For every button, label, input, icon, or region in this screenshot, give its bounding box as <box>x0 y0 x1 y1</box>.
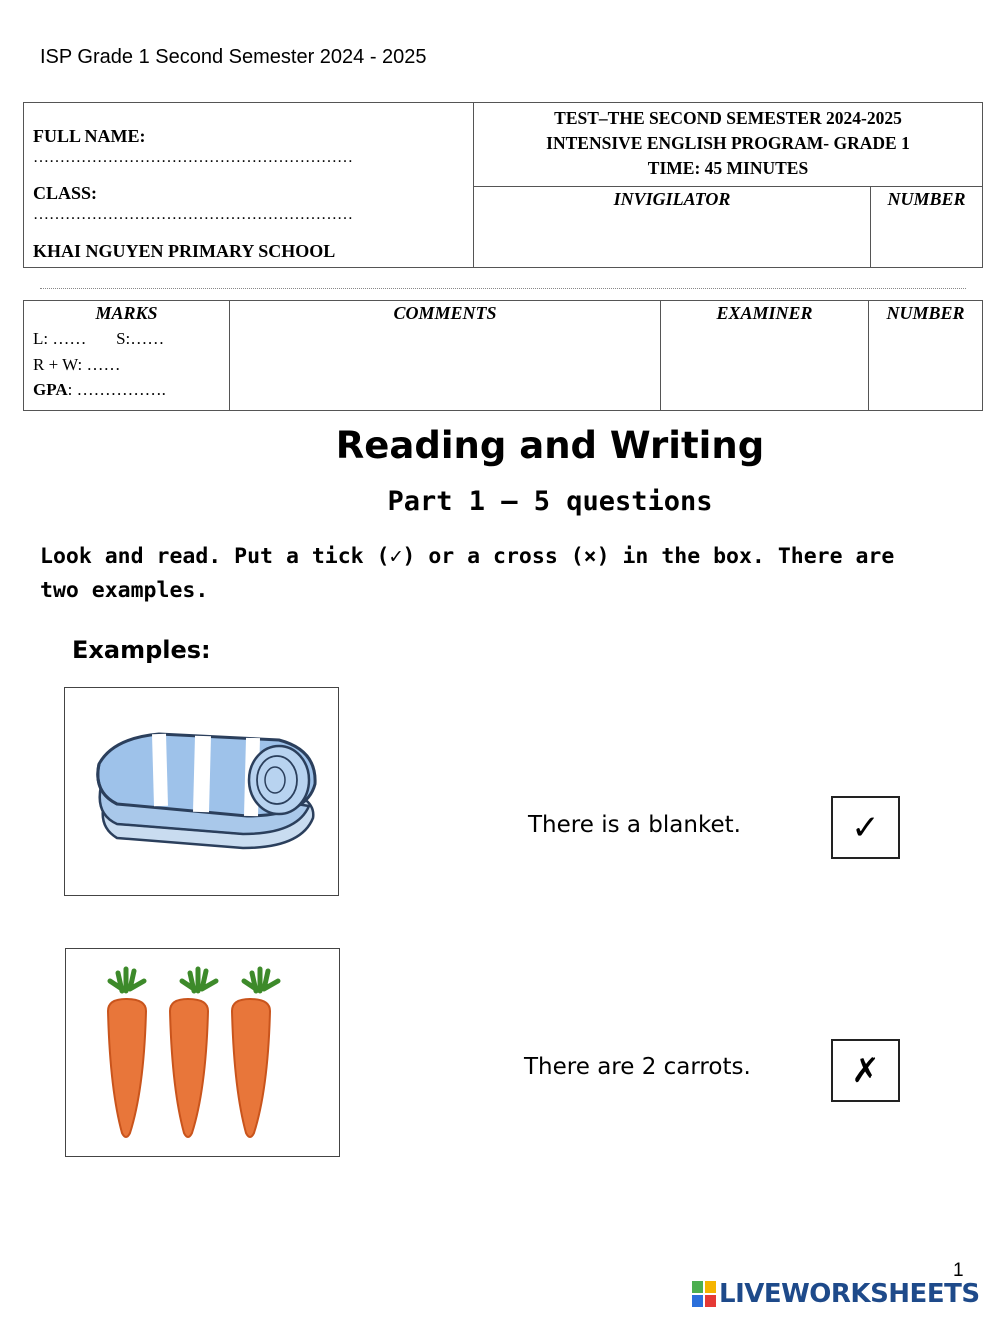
carrot-icon <box>170 969 216 1137</box>
liveworksheets-logo-icon <box>692 1281 716 1307</box>
section-title: Reading and Writing <box>335 424 765 467</box>
class-field[interactable]: …………………………………………………… <box>33 206 353 223</box>
carrot-icon <box>108 969 146 1137</box>
carrots-image <box>65 948 340 1157</box>
running-header: ISP Grade 1 Second Semester 2024 - 2025 <box>40 46 427 68</box>
comments-label: COMMENTS <box>393 303 497 323</box>
number-label: NUMBER <box>887 189 966 209</box>
test-info-right <box>474 103 982 267</box>
gpa-dots: : ……………. <box>67 380 166 399</box>
liveworksheets-brand <box>692 1279 980 1309</box>
invigilator-cell <box>474 187 871 267</box>
cross-mark: ✗ <box>851 1050 880 1091</box>
gpa-label: GPA <box>33 380 68 399</box>
part-title: Part 1 – 5 questions <box>387 486 713 517</box>
marks-number-cell <box>869 301 982 410</box>
test-title-line: INTENSIVE ENGLISH PROGRAM- GRADE 1 <box>546 133 910 153</box>
full-name-label: FULL NAME: <box>33 126 146 146</box>
blanket-icon <box>65 688 339 896</box>
carrot-icon <box>232 969 278 1137</box>
tick-mark: ✓ <box>851 807 880 848</box>
dotted-separator <box>40 288 966 289</box>
answer-box-carrots[interactable] <box>831 1039 900 1102</box>
listening-speaking-line: L: …… S:…… <box>33 329 165 348</box>
examiner-label: EXAMINER <box>716 303 813 323</box>
test-title-line: TIME: 45 MINUTES <box>647 158 809 178</box>
brand-name: LIVEWORKSHEETS <box>719 1279 980 1309</box>
test-title <box>474 105 982 187</box>
examples-label: Examples: <box>72 636 211 664</box>
answer-box-blanket[interactable] <box>831 796 900 859</box>
full-name-field[interactable]: …………………………………………………… <box>33 149 353 166</box>
test-title-line: TEST–THE SECOND SEMESTER 2024-2025 <box>554 108 902 128</box>
reading-writing-line: R + W: …… <box>33 355 121 374</box>
blanket-image <box>64 687 339 896</box>
class-label: CLASS: <box>33 183 98 203</box>
number-cell <box>871 187 982 267</box>
carrots-icon <box>66 949 340 1157</box>
instructions: Look and read. Put a tick (✓) or a cross (×) in the box. There are two examples. <box>40 544 895 603</box>
marks-cell <box>24 301 230 410</box>
marks-label: MARKS <box>95 303 158 323</box>
example-sentence-blanket: There is a blanket. <box>528 812 741 838</box>
student-info-table <box>23 102 983 268</box>
invigilator-label: INVIGILATOR <box>613 189 731 209</box>
example-sentence-carrots: There are 2 carrots. <box>524 1054 751 1080</box>
school-name: KHAI NGUYEN PRIMARY SCHOOL <box>33 241 336 261</box>
marks-table <box>23 300 983 411</box>
gpa-line <box>33 380 166 400</box>
comments-cell <box>230 301 661 410</box>
student-info-left <box>24 103 474 267</box>
examiner-cell <box>661 301 869 410</box>
page-number: 1 <box>953 1260 964 1281</box>
marks-number-label: NUMBER <box>886 303 965 323</box>
